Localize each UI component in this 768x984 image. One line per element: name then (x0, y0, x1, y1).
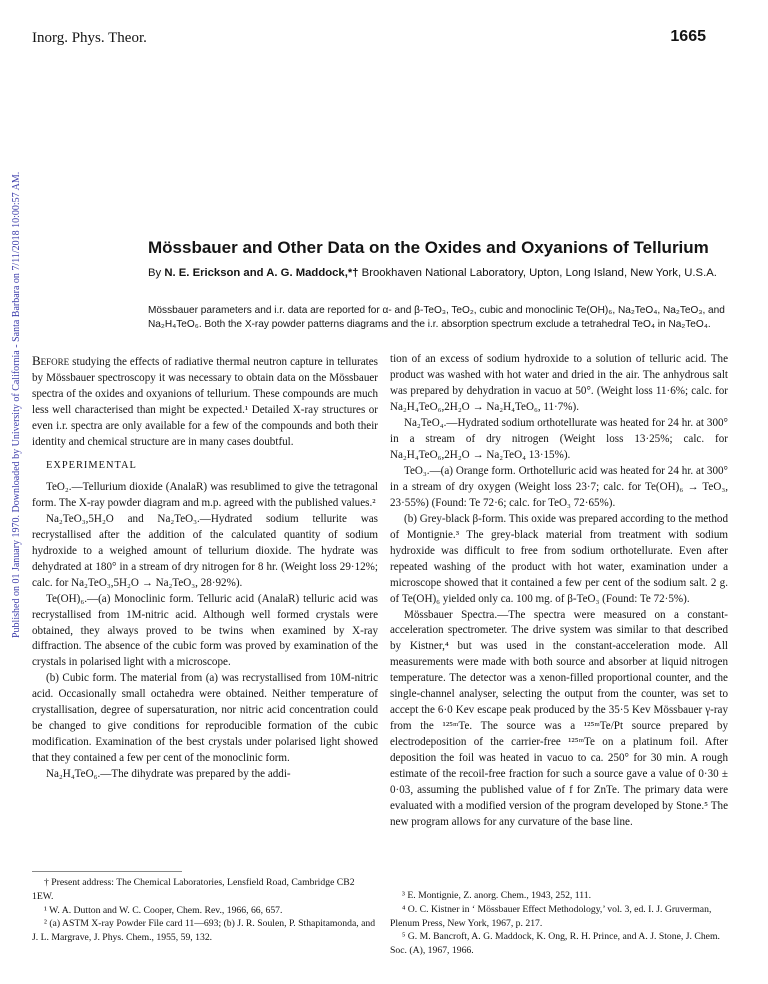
footnotes-left (32, 876, 378, 945)
footnote: ¹ W. A. Dutton and W. C. Cooper, Chem. Rev., 1966, 66, 657. (44, 904, 283, 916)
affiliation: Brookhaven National Laboratory, Upton, Long Island, New York, U.S.A. (361, 267, 717, 279)
intro-paragraph (32, 352, 378, 451)
paragraph: (b) Grey-black β-form. This oxide was prepared according to the method of Montignie.³ The grey-black material from treatment with sodium hydroxide was difficult to free from sodium orthotellurate. Even after repeated washing of the product with hot water, examination under a microscope showed that it contained a few per cent of the sodium salt. 2 g. of Te(OH)₆ yielded only ca. 100 mg. of β-TeO₃ (Found: Te 72·5%). (390, 512, 728, 605)
paragraph: TeO₃.—(a) Orange form. Orthotelluric acid was heated for 24 hr. at 300° in a stream of dry oxygen (Weight loss 23·7; calc. for Te(OH)₆ → TeO₃, 23·55%) (Found: Te 72·6; calc. for TeO₃ 72·65%). (390, 464, 728, 509)
byline-prefix: By (148, 267, 162, 279)
footnote: ² (a) ASTM X-ray Powder File card 11—693; (b) J. R. Soulen, P. Sthapitamonda, and J. L. Margrave, J. Phys. Chem., 1955, 59, 132. (32, 918, 376, 944)
footnote: ⁵ G. M. Bancroft, A. G. Maddock, K. Ong, R. H. Prince, and A. J. Stone, J. Chem. Soc. (A), 1967, 1966. (390, 931, 720, 957)
paragraph: Na₂H₄TeO₆.—The dihydrate was prepared by the addi- (46, 768, 291, 781)
page-number: 1665 (670, 28, 706, 45)
paragraph: Na₂TeO₄.—Hydrated sodium orthotellurate was heated for 24 hr. at 300° in a stream of dry nitrogen (Weight loss 13·25%; calc. for Na₂H₄TeO₆,2H₂O → Na₂TeO₄ 13·15%). (390, 416, 728, 461)
paragraph: Na₂TeO₃,5H₂O and Na₂TeO₃.—Hydrated sodium tellurite was recrystallised after the addition of the calculated quantity of sodium hydroxide to a weighed amount of tellurium dioxide. The hydrate was dehydrated at 180° in a stream of dry nitrogen for 8 hr. (Weight loss 29·12%; calc. for Na₂TeO₃,5H₂O → Na₂TeO₃, 28·92%). (32, 512, 378, 589)
right-column (390, 352, 728, 831)
paragraph: (b) Cubic form. The material from (a) was recrystallised from 10M-nitric acid. Occasionally small octahedra were obtained. Neither temperature of crystallisation, degree of supersaturation, nor nitric acid concentration could be changed to give conditions for reproducible formation of the cubic modification. Examination of the best crystals under polarised light showed that they contained a few per cent of the monoclinic form. (32, 672, 378, 765)
authors: N. E. Erickson and A. G. Maddock,*† (164, 267, 359, 279)
download-watermark (10, 118, 22, 638)
intro-text: studying the effects of radiative thermal neutron capture in tellurates by Mössbauer spectroscopy it was necessary to obtain data on the Mössbauer spectra of the oxides and oxyanions of tellurium. These compounds are much less well characterised than might be expected.¹ Detailed X-ray structures or even i.r. spectra are only available for a few of the compounds and both their identity and chemical structure are in many cases doubtful. (32, 356, 378, 448)
section-heading: EXPERIMENTAL (46, 459, 137, 471)
article-title: Mössbauer and Other Data on the Oxides and Oxyanions of Tellurium (148, 238, 709, 257)
left-column (32, 352, 378, 783)
journal-name: Inorg. Phys. Theor. (32, 30, 147, 46)
footnotes-right (390, 889, 728, 958)
abstract: Mössbauer parameters and i.r. data are reported for α- and β-TeO₃, TeO₂, cubic and monoclinic Te(OH)₆, Na₂TeO₄, Na₂TeO₃, and Na₂H₄TeO₆. Both the X-ray powder patterns diagrams and the i.r. absorption spectrum exclude a tetrahedral TeO₄ in Na₂TeO₄. (148, 305, 725, 331)
footnote: ³ E. Montignie, Z. anorg. Chem., 1943, 252, 111. (402, 890, 592, 901)
paragraph: TeO₂.—Tellurium dioxide (AnalaR) was resublimed to give the tetragonal form. The X-ray powder diagram and m.p. agreed with the published values.² (32, 480, 378, 509)
paragraph: tion of an excess of sodium hydroxide to a solution of telluric acid. The product was washed with hot water and dried in the air. The anhydrous salt was prepared by dehydration in vacuo at 50°. (Weight loss 11·6%; calc. for Na₂H₄TeO₆,2H₂O → Na₂H₄TeO₆, 11·7%). (390, 353, 728, 413)
watermark-text: Published on 01 January 1970. Downloaded by University of California - Santa Barbara on 7/11/2018 10:00:57 AM. (11, 171, 22, 638)
paragraph: Mössbauer Spectra.—The spectra were measured on a constant-acceleration spectrometer. The drive system was similar to that described by Kistner,⁴ but was used in the constant-acceleration mode. All measurements were made with both source and absorber at liquid nitrogen temperature. The detector was a xenon-filled proportional counter, and the single-channel analyser, selecting the output from the counter, was set to accept the 6·0 Kev escape peak produced by the 35·5 Kev Mössbauer γ-ray from the ¹²⁵ᵐTe. The source was a ¹²⁵ᵐTe/Pt source prepared by electrodeposition of the carrier-free ¹²⁵ᵐTe on a platinum foil. After deposition the foil was heated in vacuo to ca. 250° for 30 min. A rough estimate of the recoil-free fraction for such a source gave a value of 0·30 ± 0·03, assuming the published value of f for ZnTe. The primary data were evaluated with a modified version of the program developed by Stone.⁵ The new program allows for any curvature of the base line. (390, 608, 728, 829)
footnote-rule (32, 871, 182, 872)
byline (148, 266, 720, 281)
paragraph: Te(OH)₆.—(a) Monoclinic form. Telluric acid (AnalaR) telluric acid was recrystallised from 1M-nitric acid. Although well formed crystals were obtained, they always proved to be twins when examined by X-ray diffraction. The absence of the cubic form was proved by examination of the crystals in polarised light with a microscope. (32, 592, 378, 669)
footnote: ⁴ O. C. Kistner in ‘ Mössbauer Effect Methodology,’ vol. 3, ed. I. J. Gruverman, Plenum Press, New York, 1967, p. 217. (390, 903, 712, 929)
footnote: † Present address: The Chemical Laboratories, Lensfield Road, Cambridge CB2 1EW. (32, 877, 355, 902)
intro-first-word: Before (32, 353, 70, 368)
